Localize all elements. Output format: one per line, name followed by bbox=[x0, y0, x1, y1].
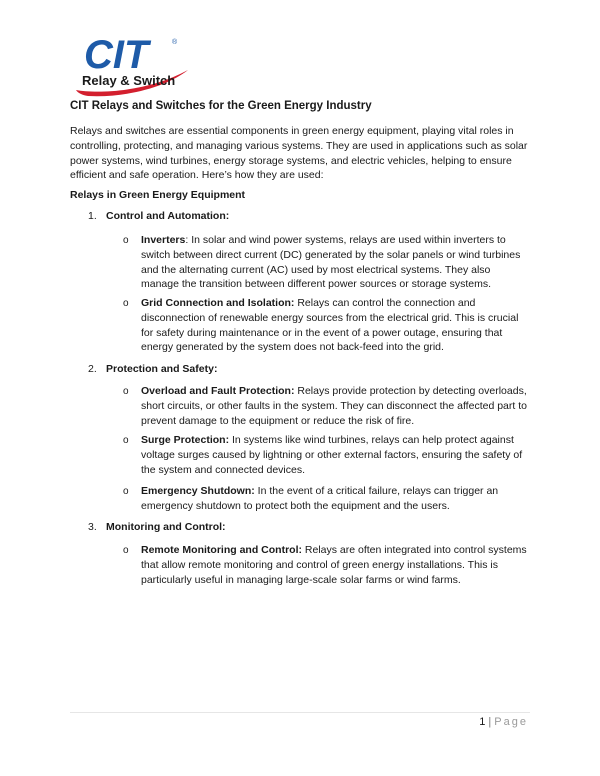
sub-item-term: Remote Monitoring and Control: bbox=[141, 544, 302, 556]
sub-item-term: Overload and Fault Protection: bbox=[141, 385, 295, 397]
sub-item bbox=[141, 433, 531, 477]
list-number: 3. bbox=[88, 521, 97, 533]
intro-paragraph: Relays and switches are essential components in green energy equipment, playing vital roles in controlling, protecting, and managing various systems. They are used in applications such as solar power systems, wind turbines, energy storage systems, and electric vehicles, helping to ensure efficient and safe operation. Here’s how they are used: bbox=[70, 125, 528, 182]
bullet-marker: o bbox=[123, 386, 129, 397]
sub-item bbox=[141, 296, 531, 355]
sub-item-term: Surge Protection: bbox=[141, 434, 230, 446]
sub-item-text: Relays can control the connection and disconnection of renewable energy sources from the electrical grid. This is crucial for safety during maintenance or in the event of a power outage, ensuring that energy generated by the system does not back-feed into the grid. bbox=[141, 297, 519, 354]
list-heading-text: Protection and Safety: bbox=[106, 363, 218, 375]
cit-logo-graphic bbox=[68, 30, 192, 100]
company-logo bbox=[68, 30, 192, 100]
sub-item-text: In systems like wind turbines, relays can help protect against voltage surges caused by lightning or other external factors, ensuring the safety of the system and connected devices. bbox=[141, 434, 523, 476]
sub-item-text: In the event of a critical failure, relays can trigger an emergency shutdown to protect both the equipment and the users. bbox=[141, 485, 499, 512]
sub-item bbox=[141, 543, 531, 587]
list-heading-text: Monitoring and Control: bbox=[106, 521, 226, 533]
page-separator: | bbox=[488, 716, 492, 728]
bullet-marker: o bbox=[123, 435, 129, 446]
sub-item-term: Inverters bbox=[141, 234, 186, 246]
sub-item-text: Relays are often integrated into control systems that allow remote monitoring and control of green energy installations. This is particularly useful in managing large-scale solar farms or wind farms. bbox=[141, 544, 527, 586]
footer-divider bbox=[70, 712, 530, 713]
logo-tagline: Relay & Switch bbox=[82, 73, 176, 88]
sub-item-text: : In solar and wind power systems, relays are used within inverters to switch between direct current (DC) generated by the solar panels or wind turbines and the alternating current (AC) used by most electrical systems. They also manage the transition between different power sources or storage systems. bbox=[141, 234, 521, 291]
list-item-heading bbox=[88, 363, 217, 375]
sub-item bbox=[141, 384, 531, 428]
list-item-heading bbox=[88, 210, 229, 222]
sub-item-text: Relays provide protection by detecting overloads, short circuits, or other faults in the system. They can disconnect the affected part to prevent damage to the equipment or reduce the risk of fire. bbox=[141, 385, 527, 427]
bullet-marker: o bbox=[123, 486, 129, 497]
list-number: 1. bbox=[88, 210, 97, 222]
list-item-heading bbox=[88, 521, 226, 533]
list-heading-text: Control and Automation: bbox=[106, 210, 230, 222]
bullet-marker: o bbox=[123, 545, 129, 556]
page-footer bbox=[479, 716, 528, 728]
page-number: 1 bbox=[479, 716, 486, 728]
bullet-marker: o bbox=[123, 235, 129, 246]
document-title: CIT Relays and Switches for the Green Energy Industry bbox=[70, 100, 372, 112]
sub-item-term: Emergency Shutdown: bbox=[141, 485, 255, 497]
sub-item bbox=[141, 484, 531, 514]
sub-item-term: Grid Connection and Isolation: bbox=[141, 297, 295, 309]
registered-mark: ® bbox=[172, 39, 178, 46]
bullet-marker: o bbox=[123, 298, 129, 309]
list-number: 2. bbox=[88, 363, 97, 375]
logo-brand-text: CIT bbox=[84, 33, 149, 77]
section-heading: Relays in Green Energy Equipment bbox=[70, 189, 246, 201]
page-label: Page bbox=[494, 716, 528, 728]
sub-item bbox=[141, 233, 531, 292]
